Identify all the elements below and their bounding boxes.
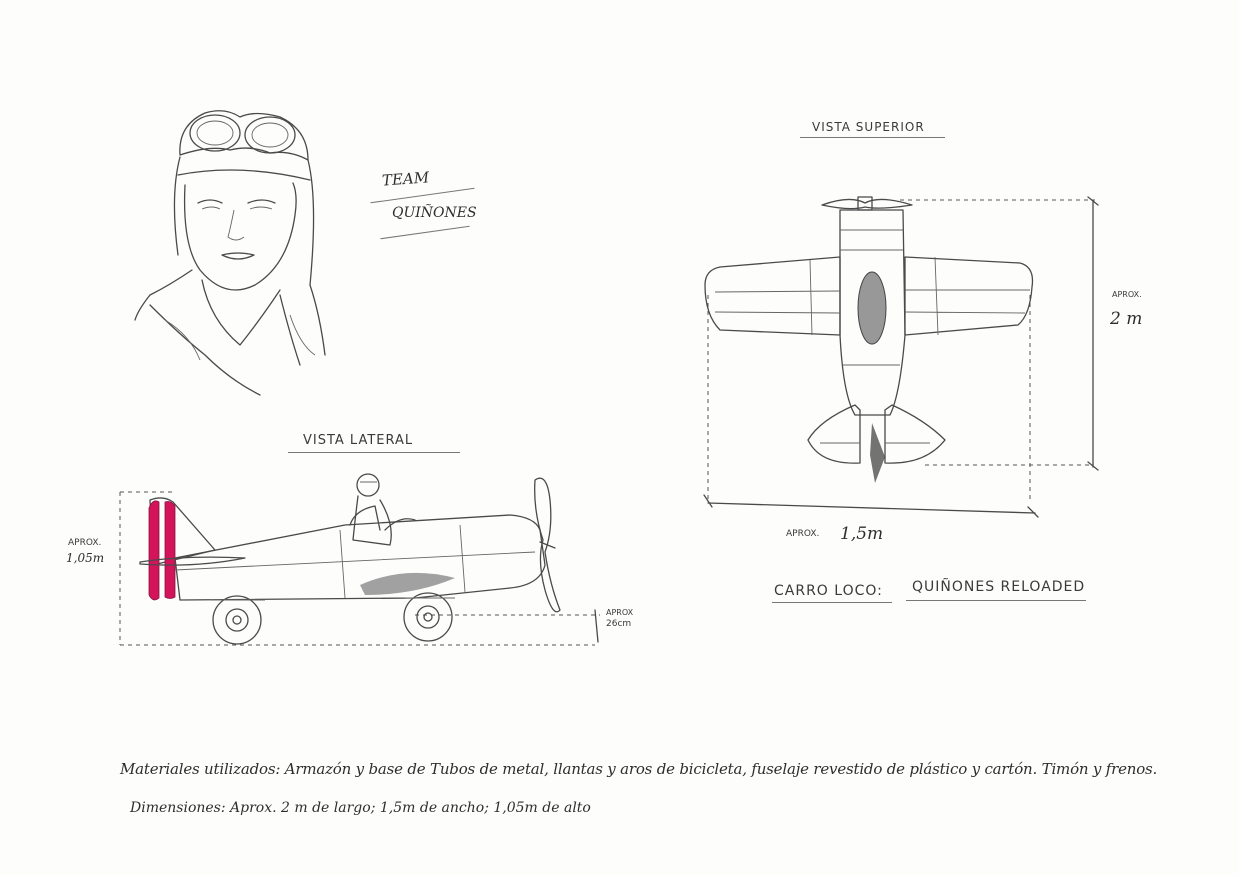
- side-view-title-underline: [288, 452, 460, 453]
- carro-loco-name-underline: [906, 600, 1086, 601]
- top-view-plane-sketch: [700, 195, 1120, 525]
- materials-text: Materiales utilizados: Armazón y base de Tubos de metal, llantas y aros de bicicleta, fuselaje revestido de plástico y cartón. Timón y frenos.: [120, 760, 1158, 778]
- side-view-plane-sketch: [115, 470, 645, 650]
- carro-loco-underline: [772, 602, 892, 603]
- top-view-title-underline: [800, 137, 945, 138]
- wheel-height-approx: APROX: [606, 608, 634, 617]
- carro-loco-name: QUIÑONES RELOADED: [912, 579, 1086, 595]
- side-view-title: VISTA LATERAL: [303, 433, 414, 448]
- team-name: QUIÑONES: [392, 205, 477, 221]
- team-label: TEAM: [381, 168, 430, 190]
- top-length-approx: APROX.: [1112, 290, 1142, 299]
- pilot-portrait-sketch: [130, 105, 330, 400]
- top-width-approx: APROX.: [786, 529, 820, 539]
- dimensions-text: Dimensiones: Aprox. 2 m de largo; 1,5m de ancho; 1,05m de alto: [130, 800, 591, 816]
- wheel-height-value: 26cm: [606, 619, 632, 629]
- top-length-value: 2 m: [1110, 309, 1143, 329]
- top-width-value: 1,5m: [840, 524, 884, 544]
- team-underline: [370, 188, 474, 204]
- top-view-title: VISTA SUPERIOR: [812, 120, 925, 134]
- side-height-approx: APROX.: [68, 538, 102, 548]
- carro-loco-label: CARRO LOCO:: [774, 583, 883, 599]
- side-height-value: 1,05m: [66, 551, 105, 565]
- team-name-underline: [380, 226, 469, 240]
